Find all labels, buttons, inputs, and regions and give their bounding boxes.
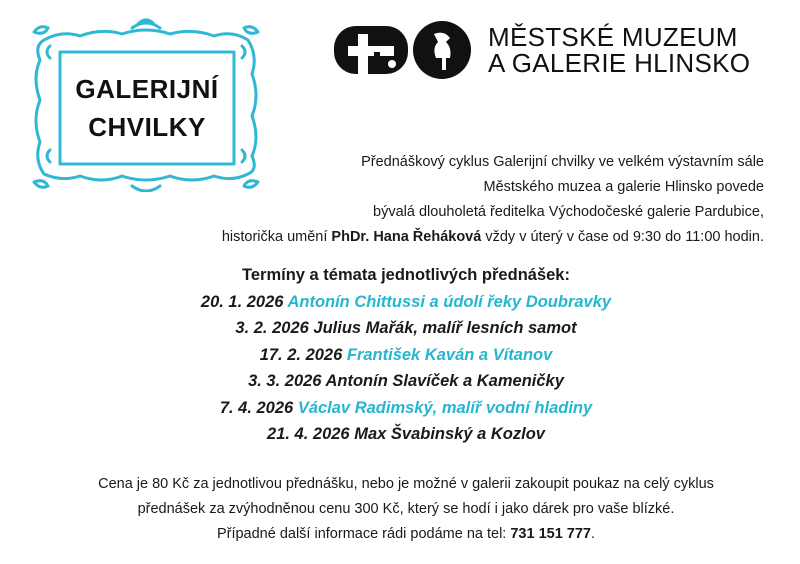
schedule-item <box>0 315 800 342</box>
phone-number: 731 151 777 <box>510 526 591 542</box>
logo-name-line-1: MĚSTSKÉ MUZEUM <box>488 22 738 52</box>
intro-line-2: Městského muzea a galerie Hlinsko povede <box>483 179 764 195</box>
logo-name-line-2: A GALERIE HLINSKO <box>488 48 751 78</box>
footer-line-2: přednášek za zvýhodněnou cenu 300 Kč, který se hodí i jako dárek pro vaše blízké. <box>137 501 675 517</box>
schedule-item <box>0 395 800 422</box>
badge-title <box>62 70 232 146</box>
contact-suffix: . <box>591 526 596 542</box>
intro-line-3: bývalá dlouholetá ředitelka Východočeské galerie Pardubice, <box>373 204 764 220</box>
schedule-heading: Termíny a témata jednotlivých přednášek: <box>242 266 570 284</box>
intro-line-4-prefix: historička umění <box>221 229 332 245</box>
schedule-date: 7. 4. 2026 <box>219 398 294 417</box>
lecturer-name: PhDr. Hana Řeháková <box>331 229 482 245</box>
footer-line-1: Cena je 80 Kč za jednotlivou přednášku, nebo je možné v galerii zakoupit poukaz na celý cyklus <box>98 476 714 492</box>
schedule-date: 3. 2. 2026 <box>235 319 309 337</box>
footer-line-3 <box>0 522 800 547</box>
schedule-topic: František Kaván a Vítanov <box>346 345 553 364</box>
museum-logo <box>334 20 750 80</box>
intro-line-1: Přednáškový cyklus Galerijní chvilky ve velkém výstavním sále <box>361 154 764 170</box>
intro-paragraph <box>104 150 764 250</box>
horse-logo-icon <box>412 20 472 80</box>
schedule-topic: Václav Radimský, malíř vodní hladiny <box>297 398 593 417</box>
intro-line-4-suffix: vždy v úterý v čase od 9:30 do 11:00 hodin. <box>481 229 764 245</box>
palette-logo-icon <box>334 22 408 78</box>
schedule-topic: Antonín Slavíček a Kameničky <box>325 372 564 390</box>
badge-line-2: CHVILKY <box>88 112 206 142</box>
badge-line-1: GALERIJNÍ <box>75 74 219 104</box>
schedule-topic: Julius Mařák, malíř lesních samot <box>313 319 577 337</box>
price-info <box>0 472 800 547</box>
schedule-date: 20. 1. 2026 <box>200 292 284 311</box>
lecture-schedule <box>0 262 800 448</box>
schedule-item <box>0 289 800 316</box>
intro-line-4 <box>104 225 764 250</box>
schedule-topic: Max Švabinský a Kozlov <box>354 425 545 443</box>
schedule-item <box>0 421 800 448</box>
schedule-date: 3. 3. 2026 <box>248 372 322 390</box>
schedule-topic: Antonín Chittussi a údolí řeky Doubravky <box>287 292 612 311</box>
schedule-date: 21. 4. 2026 <box>267 425 350 443</box>
schedule-date: 17. 2. 2026 <box>259 345 343 364</box>
contact-prefix: Případné další informace rádi podáme na tel: <box>216 526 511 542</box>
schedule-item <box>0 342 800 369</box>
schedule-item <box>0 368 800 395</box>
